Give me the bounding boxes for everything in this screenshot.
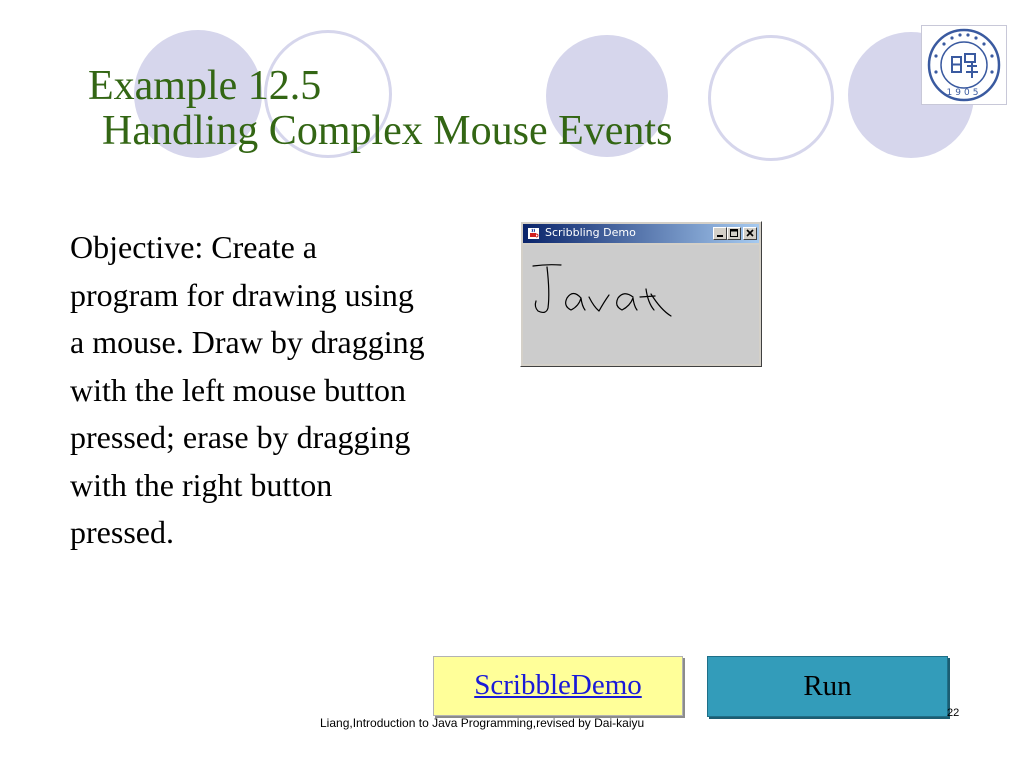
- window-title: Scribbling Demo: [545, 226, 636, 239]
- minimize-button[interactable]: [713, 227, 727, 240]
- slide-title-line1: Example 12.5: [88, 63, 322, 109]
- page-number: 22: [947, 707, 960, 719]
- slide-title-line2: Handling Complex Mouse Events: [102, 108, 673, 155]
- university-seal-icon: [922, 26, 1006, 104]
- drawing-canvas[interactable]: [523, 245, 759, 364]
- decor-circle-ring: [708, 35, 834, 161]
- slide-footer: Liang,Introduction to Java Programming,revised by Dai-kaiyu: [320, 716, 645, 730]
- demo-window: [520, 221, 762, 367]
- close-button[interactable]: [743, 227, 757, 240]
- scribbledemo-link-button[interactable]: [433, 656, 683, 716]
- run-button[interactable]: Run: [707, 656, 948, 717]
- slide-title: [88, 64, 672, 155]
- window-titlebar[interactable]: [523, 224, 759, 243]
- university-logo: [921, 25, 1007, 105]
- objective-text: Objective: Create a program for drawing using a mouse. Draw by dragging with the left mouse button pressed; erase by dragging with the right button pressed.: [70, 229, 425, 550]
- handwritten-java-scribble: [523, 245, 759, 364]
- scribbledemo-link-label[interactable]: ScribbleDemo: [474, 669, 642, 701]
- java-cup-icon: [527, 227, 540, 240]
- minimize-icon: [714, 228, 726, 239]
- maximize-button[interactable]: [727, 227, 741, 240]
- close-icon: [744, 228, 756, 239]
- maximize-icon: [728, 228, 740, 239]
- svg-text:1905: 1905: [946, 88, 982, 98]
